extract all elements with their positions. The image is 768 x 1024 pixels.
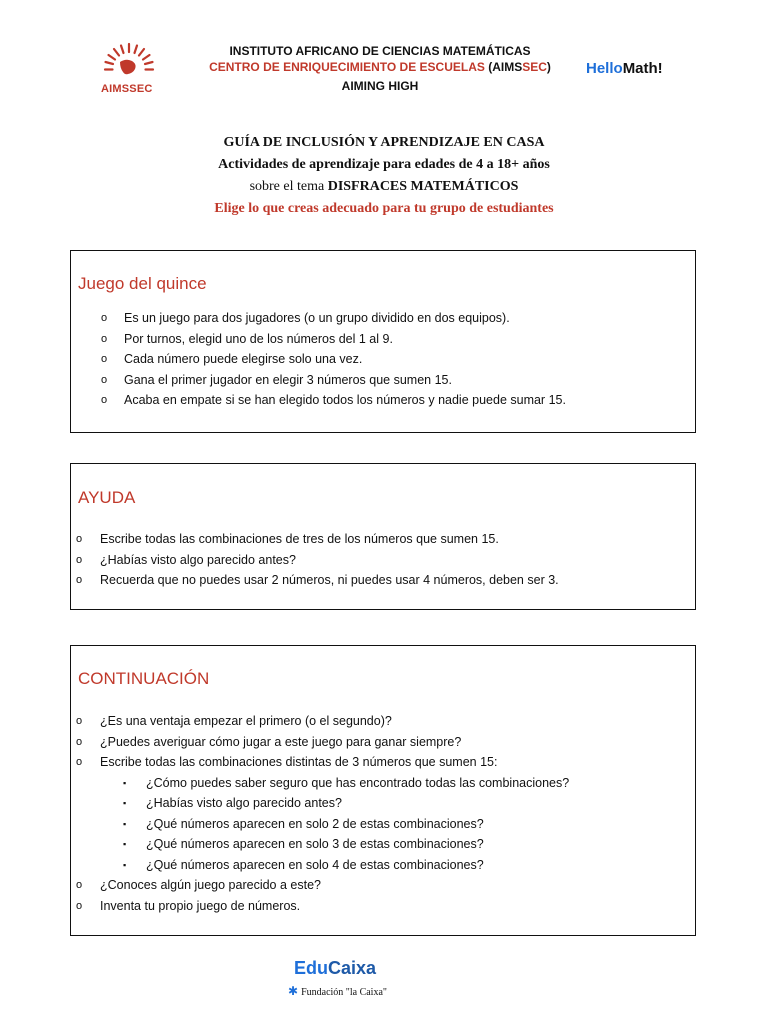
circle-bullet-icon: o <box>76 533 83 545</box>
list-item-text: ¿Es una ventaja empezar el primero (o el segundo)? <box>100 714 392 728</box>
list-item <box>71 732 695 753</box>
sub-list-item <box>71 855 695 876</box>
center-name <box>160 59 600 75</box>
center-name-prefix: CENTRO DE ENRIQUECIMIENTO DE ESCUELAS <box>209 60 489 74</box>
circle-bullet-icon: o <box>101 332 108 345</box>
list-item <box>71 711 695 732</box>
list-item <box>71 529 695 550</box>
list-item-text: Gana el primer jugador en elegir 3 números que sumen 15. <box>124 372 452 387</box>
list-item-text: Cada número puede elegirse solo una vez. <box>124 352 363 366</box>
circle-bullet-icon: o <box>76 899 83 912</box>
circle-bullet-icon: o <box>76 879 83 891</box>
square-bullet-icon: ▪ <box>123 839 127 849</box>
list-item <box>71 308 695 329</box>
square-bullet-icon: ▪ <box>123 777 127 788</box>
list-item-text: ¿Conoces algún juego parecido a este? <box>100 878 321 892</box>
institute-name: INSTITUTO AFRICANO DE CIENCIAS MATEMÁTICAS <box>229 44 531 58</box>
section-title: Juego del quince <box>78 274 207 293</box>
list-item-text: ¿Cómo puedes saber seguro que has encontrado todas las combinaciones? <box>146 775 570 790</box>
sub-list-item <box>71 834 695 855</box>
hellomath-logo <box>586 60 663 77</box>
list-item-text: Acaba en empate si se han elegido todos los números y nadie puede sumar 15. <box>124 393 566 407</box>
sub-list-item <box>71 773 695 794</box>
list-item <box>71 896 695 917</box>
motto: AIMING HIGH <box>341 79 419 93</box>
list-item-text: ¿Habías visto algo parecido antes? <box>146 796 342 810</box>
section-continuacion <box>70 645 696 936</box>
list-item-text: Recuerda que no puedes usar 2 números, ni puedes usar 4 números, deben ser 3. <box>100 573 559 587</box>
list-item <box>71 550 695 571</box>
list-item <box>71 875 695 896</box>
list-item-text: ¿Qué números aparecen en solo 2 de estas combinaciones? <box>146 816 484 831</box>
educaixa-caixa: Caixa <box>328 958 377 978</box>
circle-bullet-icon: o <box>76 715 83 727</box>
center-name-aims: (AIMS <box>488 60 523 74</box>
section-ayuda <box>70 463 696 610</box>
help-list <box>71 529 695 591</box>
list-item-text: Es un juego para dos jugadores (o un grupo dividido en dos equipos). <box>124 311 510 325</box>
circle-bullet-icon: o <box>101 373 108 386</box>
square-bullet-icon: ▪ <box>123 818 127 829</box>
list-item <box>71 570 695 591</box>
guide-title: GUÍA DE INCLUSIÓN Y APRENDIZAJE EN CASA <box>223 135 545 150</box>
star-icon: ✱ <box>288 984 299 998</box>
list-item-text: ¿Habías visto algo parecido antes? <box>100 552 296 567</box>
section-title: CONTINUACIÓN <box>78 669 210 688</box>
circle-bullet-icon: o <box>101 394 108 406</box>
circle-bullet-icon: o <box>76 756 83 768</box>
list-item-text: Escribe todas las combinaciones distintas de 3 números que sumen 15: <box>100 755 498 769</box>
list-item-text: ¿Qué números aparecen en solo 3 de estas combinaciones? <box>146 837 484 851</box>
educaixa-logo <box>294 958 376 979</box>
circle-bullet-icon: o <box>76 553 83 566</box>
list-item-text: ¿Puedes averiguar cómo jugar a este juego para ganar siempre? <box>100 734 462 749</box>
guide-topic-prefix: sobre el tema <box>249 179 328 194</box>
circle-bullet-icon: o <box>76 574 83 586</box>
educaixa-edu: Edu <box>294 958 328 978</box>
sub-list-item <box>71 793 695 814</box>
circle-bullet-icon: o <box>101 353 108 365</box>
rules-list <box>71 308 695 411</box>
center-name-close: ) <box>546 60 551 74</box>
hellomath-math: Math! <box>622 60 663 77</box>
list-item <box>71 370 695 391</box>
list-item-text: Inventa tu propio juego de números. <box>100 898 301 913</box>
guide-instruction: Elige lo que creas adecuado para tu grupo de estudiantes <box>214 201 554 216</box>
section-juego-del-quince <box>70 250 696 433</box>
circle-bullet-icon: o <box>101 312 108 324</box>
list-item <box>71 390 695 411</box>
fundacion-logo <box>288 984 387 999</box>
guide-topic <box>100 176 668 198</box>
guide-subtitle: Actividades de aprendizaje para edades de 4 a 18+ años <box>218 157 550 172</box>
fundacion-text: Fundación "la Caixa" <box>301 987 387 998</box>
sub-list-item <box>71 814 695 835</box>
list-item <box>71 752 695 773</box>
guide-topic-name: DISFRACES MATEMÁTICOS <box>327 179 519 194</box>
list-item-text: ¿Qué números aparecen en solo 4 de estas combinaciones? <box>146 857 484 872</box>
logo-text: AIMSSEC <box>101 83 153 95</box>
section-title: AYUDA <box>78 488 136 507</box>
list-item-text: Por turnos, elegid uno de los números del 1 al 9. <box>124 331 393 346</box>
square-bullet-icon: ▪ <box>123 859 127 870</box>
center-name-sec: SEC <box>522 60 547 74</box>
hellomath-hello: Hello <box>586 60 623 77</box>
continuation-list <box>71 711 695 916</box>
square-bullet-icon: ▪ <box>123 798 127 808</box>
list-item-text: Escribe todas las combinaciones de tres de los números que sumen 15. <box>100 532 499 546</box>
list-item <box>71 349 695 370</box>
circle-bullet-icon: o <box>76 735 83 748</box>
list-item <box>71 329 695 350</box>
